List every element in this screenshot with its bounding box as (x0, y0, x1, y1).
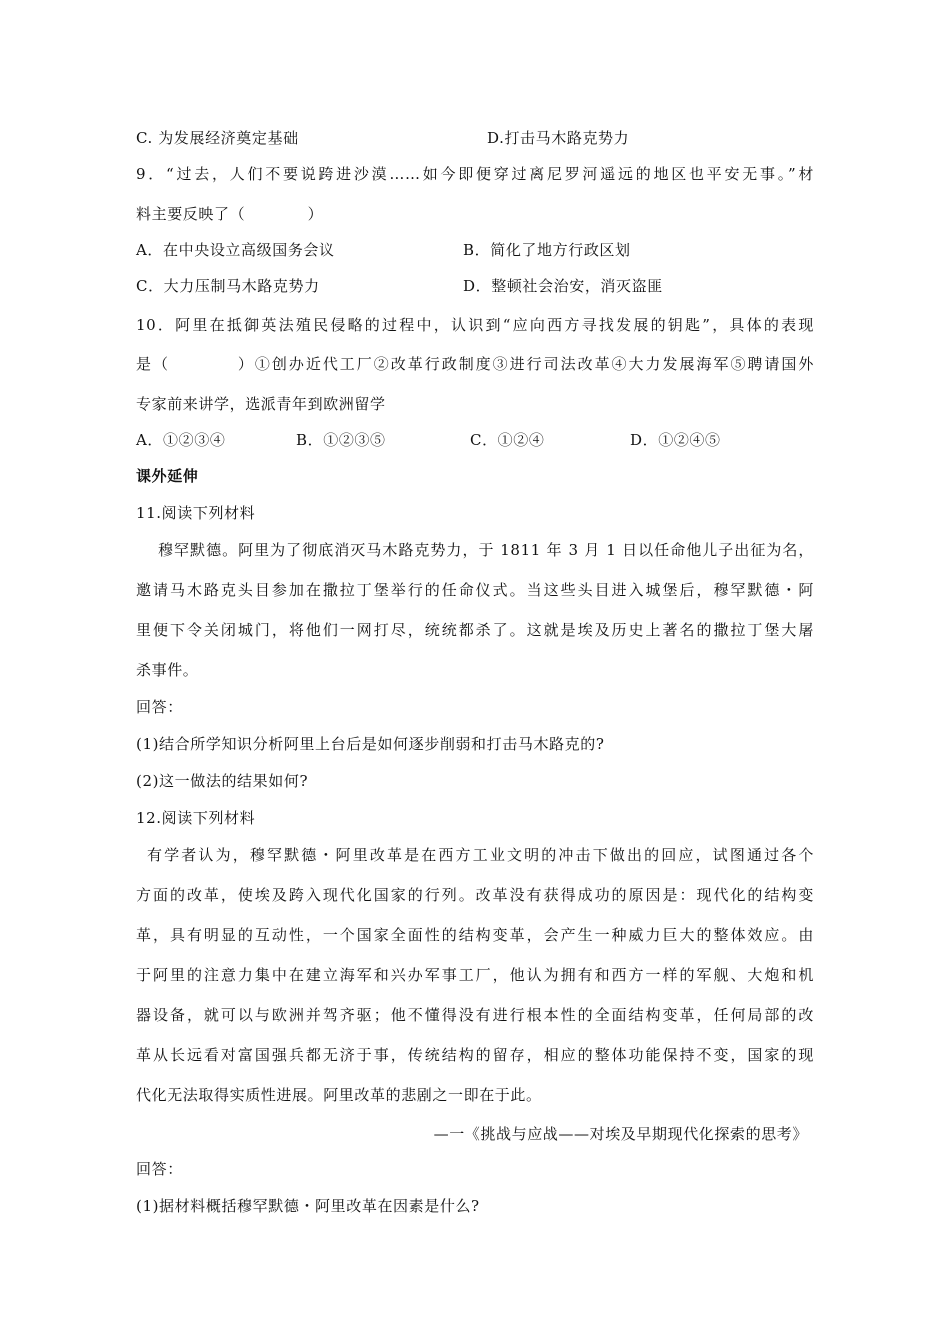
q8-option-d: D.打击马木路克势力 (487, 129, 630, 147)
q10-option-a: A．①②③④ (136, 431, 226, 449)
q11-material-line-4: 杀事件。 (136, 661, 199, 679)
q12-material-line-7: 代化无法取得实质性进展。阿里改革的悲剧之一即在于此。 (136, 1086, 542, 1104)
q12-sub-question-1: (1)据材料概括穆罕默德・阿里改革在因素是什么? (136, 1197, 480, 1215)
q11-material-line-2: 邀请马木路克头目参加在撒拉丁堡举行的任命仪式。当这些头目进入城堡后，穆罕默德・阿 (136, 581, 814, 599)
q11-answer-label: 回答： (136, 698, 183, 716)
q11-material-line-3: 里便下令关闭城门，将他们一网打尽，统统都杀了。这就是埃及历史上著名的撒拉丁堡大屠 (136, 621, 814, 639)
q12-material-line-2: 方面的改革，使埃及跨入现代化国家的行列。改革没有获得成功的原因是：现代化的结构变 (136, 886, 814, 904)
q12-source-citation: —一《挑战与应战——对埃及早期现代化探索的思考》 (433, 1125, 808, 1143)
q12-title: 12.阅读下列材料 (136, 809, 256, 827)
q8-option-c: C. 为发展经济奠定基础 (136, 129, 299, 147)
q12-answer-label: 回答： (136, 1160, 183, 1178)
q9-option-a: A．在中央设立高级国务会议 (136, 241, 335, 259)
q11-sub-question-2: (2)这一做法的结果如何? (136, 772, 309, 790)
q12-material-line-6: 革从长远看对富国强兵都无济于事，传统结构的留存，相应的整体功能保持不变，国家的现 (136, 1046, 814, 1064)
q12-material-line-4: 于阿里的注意力集中在建立海军和兴办军事工厂，他认为拥有和西方一样的军舰、大炮和机 (136, 966, 814, 984)
q10-option-c: C．①②④ (470, 431, 545, 449)
q10-option-b: B．①②③⑤ (296, 431, 386, 449)
q10-stem-line-3: 专家前来讲学，选派青年到欧洲留学 (136, 395, 386, 413)
q11-title: 11.阅读下列材料 (136, 504, 256, 522)
q9-stem-line-2: 料主要反映了（ ） (136, 205, 324, 223)
section-title: 课外延伸 (136, 467, 199, 485)
q11-material-line-1: 穆罕默德。阿里为了彻底消灭马木路克势力，于 1811 年 3 月 1 日以任命他儿子出征为名， (158, 541, 814, 559)
q9-stem-line-1: 9．“过去，人们不要说跨进沙漠……如今即便穿过离尼罗河遥远的地区也平安无事。”材 (136, 165, 814, 183)
q10-stem-line-2: 是（ ）①创办近代工厂②改革行政制度③进行司法改革④大力发展海军⑤聘请国外 (136, 355, 814, 373)
q10-stem-line-1: 10．阿里在抵御英法殖民侵略的过程中，认识到“应向西方寻找发展的钥匙”，具体的表现 (136, 316, 814, 334)
q12-material-line-5: 器设备，就可以与欧洲并驾齐驱；他不懂得没有进行根本性的全面结构变革，任何局部的改 (136, 1006, 814, 1024)
q9-option-b: B．简化了地方行政区划 (463, 241, 631, 259)
q12-material-line-3: 革，具有明显的互动性，一个国家全面性的结构变革，会产生一种威力巨大的整体效应。由 (136, 926, 814, 944)
q12-material-line-1: 有学者认为，穆罕默德・阿里改革是在西方工业文明的冲击下做出的回应，试图通过各个 (147, 846, 814, 864)
q9-option-c: C．大力压制马木路克势力 (136, 277, 320, 295)
q10-option-d: D．①②④⑤ (630, 431, 721, 449)
q11-sub-question-1: (1)结合所学知识分析阿里上台后是如何逐步削弱和打击马木路克的? (136, 735, 605, 753)
q9-option-d: D．整顿社会治安，消灭盗匪 (463, 277, 663, 295)
